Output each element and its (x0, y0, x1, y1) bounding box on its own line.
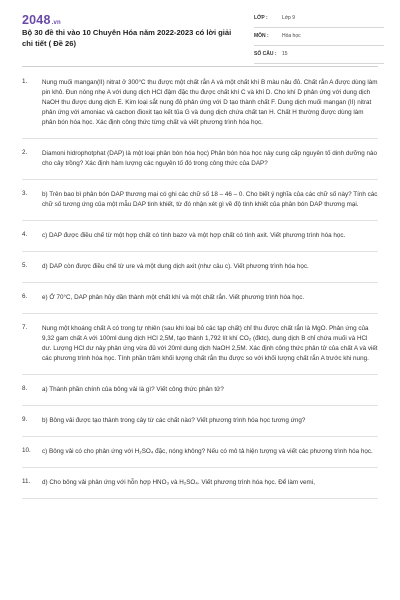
question-number: 11. (22, 478, 31, 485)
question-number: 5. (22, 262, 28, 269)
question-number: 1. (22, 78, 28, 85)
question-number: 9. (22, 416, 28, 423)
question-list (22, 78, 378, 509)
meta-label: LỚP : (254, 15, 268, 21)
question-item (22, 262, 378, 283)
question-text: Diamoni hidrophotphat (DAP) là một loại phân bón hóa học) Phân bón hóa học này cung cấp nguyên tố dinh dưỡng nào cho cây trồng? Xác định hàm lượng các nguyên tố đó trong công thức của DAP? (42, 150, 377, 167)
question-text: b) Bông vải được tạo thành trong cây từ các chất nào? Viết phương trình hóa học tương ứng? (42, 417, 306, 424)
question-item (22, 478, 378, 499)
question-item (22, 149, 378, 180)
page-title: Bộ 30 đề thi vào 10 Chuyên Hóa năm 2022-2023 có lời giải chi tiết ( Đề 26) (22, 28, 232, 48)
question-text: Nung muối mangan(II) nitrat ở 300°C thu được một chất rắn A và một chất khí B màu nâu đỏ. Chất rắn A được dùng làm pin khô. Đun nóng nhẹ A với dung dịch HCl đậm đặc thu được chất khí C và khí D. Cho khí D phản ứng với dung dịch NaOH thu được dung dịch E. Kim loại sắt nung đỏ phản ứng với D tạo thành chất F. Dung dịch muối mangan (II) nitrat phản ứng với amoniac và cacbon đioxit tạo kết tủa G và dung dịch chứa chất tan H. Chất H thường được dùng làm phân bón hóa học. Xác định công thức từng chất và viết phương trình hóa học. (42, 79, 378, 126)
question-number: 8. (22, 385, 28, 392)
header-divider (22, 66, 378, 67)
question-text: d) DAP còn được điều chế từ ure và một dung dịch axit (như câu c). Viết phương trình hóa học. (42, 263, 309, 270)
question-number: 10. (22, 447, 31, 454)
question-item (22, 293, 378, 314)
question-number: 3. (22, 190, 28, 197)
question-item (22, 231, 378, 252)
meta-label: MÔN : (254, 33, 269, 39)
question-text: e) Ở 70°C, DAP phân hủy dần thành một chất khí và một chất rắn. Viết phương trình hóa học. (42, 294, 305, 301)
question-text: c) DAP được điều chế từ một hợp chất có tính bazơ và một hợp chất có tính axit. Viết phương trình hóa học. (42, 232, 346, 239)
question-item (22, 385, 378, 406)
meta-panel (254, 12, 384, 66)
question-text: d) Cho bông vải phản ứng với hỗn hợp HNO₃ và H₂SO₄. Viết phương trình hóa học. Để làm vemi, (42, 479, 315, 486)
question-item (22, 447, 378, 468)
header (0, 0, 400, 62)
logo-main: 2048 (22, 13, 51, 27)
question-text: Nung một khoáng chất A có trong tự nhiên (sau khi loại bỏ các tạp chất) chỉ thu được chất rắn là MgO. Phản ứng của 9,32 gam chất A với 100ml dung dịch HCl 2,5M, tạo thành 1,792 lít khí CO₂ (đktc), dung dịch B chỉ chứa muối và HCl dư. Lượng HCl dư này phản ứng vừa đủ với 20ml dung dịch NaOH 2,5M. Xác định công thức phân tử của chất A và viết các phương trình hóa học. Tính phần trăm khối lượng chất rắn thu được so với khối lượng chất rắn A trước khi nung. (42, 325, 378, 362)
question-number: 2. (22, 149, 28, 156)
question-text: a) Thành phần chính của bông vải là gì? Viết công thức phân tử? (42, 386, 224, 393)
meta-row-subject (254, 30, 384, 46)
question-text: b) Trên bao bì phân bón DAP thương mại có ghi các chữ số 18 – 46 – 0. Cho biết ý nghĩa của các chữ số này? Tính các chữ số tương ứng của một mẫu DAP tinh khiết, từ đó nhận xét gì về độ tinh khiết của phân bón DAP thương mại. (42, 191, 378, 208)
meta-row-count (254, 48, 384, 64)
meta-label: SỐ CÂU : (254, 51, 277, 57)
question-item (22, 416, 378, 437)
question-text: c) Bông vải có cho phản ứng với H₂SO₄ đặc, nóng không? Nếu có mô tả hiện tượng và viết các phương trình hóa học. (42, 448, 373, 455)
question-number: 4. (22, 231, 28, 238)
meta-value: Hóa học (282, 33, 301, 39)
question-number: 6. (22, 293, 28, 300)
question-number: 7. (22, 324, 28, 331)
meta-value: Lớp 9 (282, 15, 296, 21)
meta-row-class (254, 12, 384, 28)
site-logo[interactable] (22, 13, 61, 27)
logo-suffix: .vn (51, 20, 61, 26)
question-item (22, 190, 378, 221)
meta-value: 15 (282, 51, 288, 57)
question-item (22, 78, 378, 139)
question-item (22, 324, 378, 375)
